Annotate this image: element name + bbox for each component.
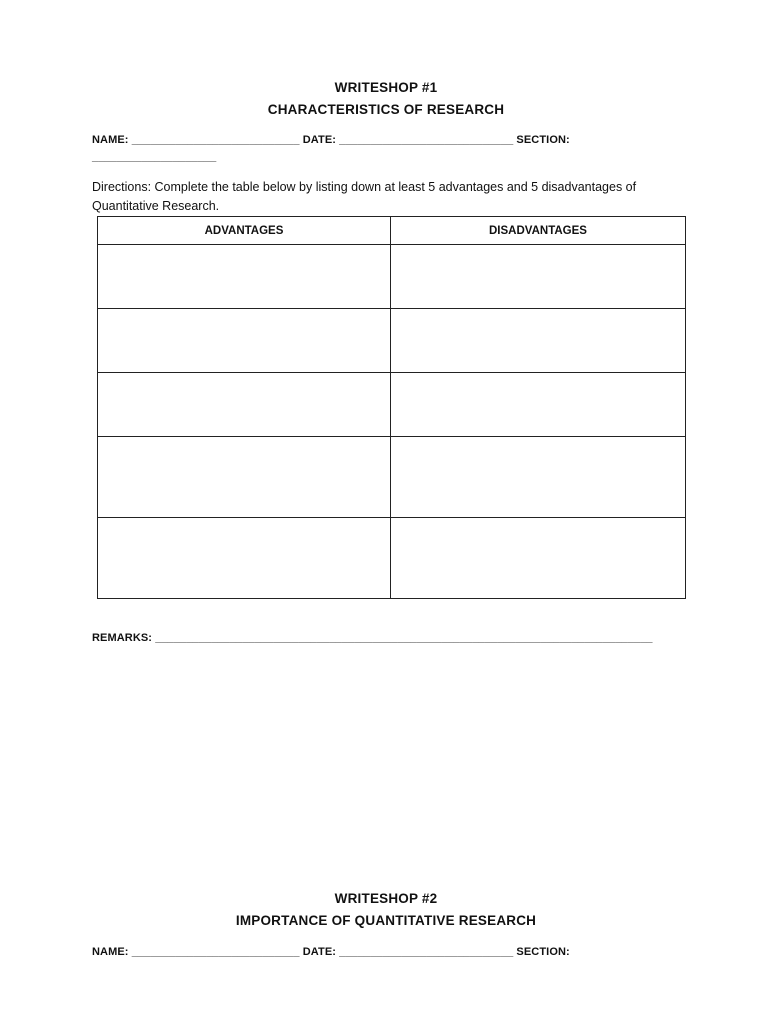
advantage-cell[interactable] (98, 245, 391, 309)
advantage-cell[interactable] (98, 309, 391, 373)
table-row (98, 373, 686, 437)
table-header-row (98, 217, 686, 245)
disadvantage-cell[interactable] (391, 245, 686, 309)
writeshop2-info-line: NAME: ___________________________ DATE: ____________________________ SECTION: (92, 946, 570, 958)
writeshop1-info-line-cont: ____________________ (92, 151, 217, 163)
table-row (98, 518, 686, 599)
writeshop1-heading: WRITESHOP #1 (334, 80, 438, 95)
table-row (98, 245, 686, 309)
disadvantage-cell[interactable] (391, 309, 686, 373)
advantages-disadvantages-table (97, 216, 686, 599)
writeshop2-subheading: IMPORTANCE OF QUANTITATIVE RESEARCH (235, 913, 537, 928)
advantage-cell[interactable] (98, 518, 391, 599)
header-advantages: ADVANTAGES (98, 217, 391, 245)
table-row (98, 309, 686, 373)
writeshop1-directions: Directions: Complete the table below by listing down at least 5 advantages and 5 disadvantages of Quantitative Research. (92, 180, 637, 213)
writeshop2-heading: WRITESHOP #2 (334, 891, 438, 906)
disadvantage-cell[interactable] (391, 437, 686, 518)
writeshop1-subheading: CHARACTERISTICS OF RESEARCH (267, 102, 505, 117)
disadvantage-cell[interactable] (391, 518, 686, 599)
table-row (98, 437, 686, 518)
advantage-cell[interactable] (98, 437, 391, 518)
header-disadvantages: DISADVANTAGES (391, 217, 686, 245)
advantage-cell[interactable] (98, 373, 391, 437)
writeshop1-remarks-line: REMARKS: ________________________________________________________________________________ (92, 632, 653, 644)
writeshop1-info-line: NAME: ___________________________ DATE: ____________________________ SECTION: (92, 134, 570, 146)
disadvantage-cell[interactable] (391, 373, 686, 437)
